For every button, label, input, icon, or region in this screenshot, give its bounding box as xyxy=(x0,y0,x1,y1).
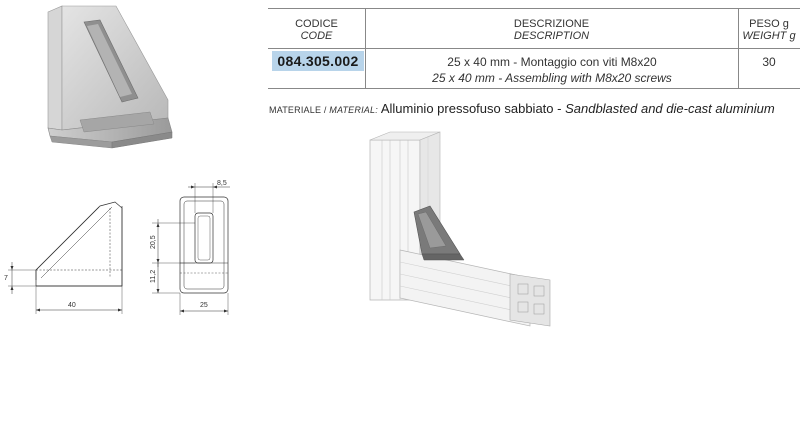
dim-front-width: 25 xyxy=(200,302,208,309)
dim-side-width: 40 xyxy=(68,302,76,309)
dim-front-slot-height: 20,5 xyxy=(150,235,157,249)
header-desc-it: DESCRIZIONE xyxy=(513,18,590,30)
material-line xyxy=(269,101,775,116)
weight-value: 30 xyxy=(762,55,776,69)
table-top-rule xyxy=(268,8,800,9)
dim-front-slot-width: 8,5 xyxy=(217,180,227,187)
description-en: 25 x 40 mm - Assembling with M8x20 screws xyxy=(432,71,672,85)
material-label: MATERIALE / MATERIAL: xyxy=(269,105,378,115)
header-desc-en: DESCRIPTION xyxy=(513,30,590,42)
header-code xyxy=(268,18,365,42)
dim-side-height: 7 xyxy=(4,275,8,282)
description-it: 25 x 40 mm - Montaggio con viti M8x20 xyxy=(447,55,657,69)
header-code-it: CODICE xyxy=(295,18,338,30)
side-view-dimensions xyxy=(0,200,140,320)
assembly-illustration xyxy=(360,130,560,330)
header-description xyxy=(365,18,738,42)
product-code: 084.305.002 xyxy=(272,51,364,71)
header-weight xyxy=(738,18,800,42)
material-value-en: Sandblasted and die-cast aluminium xyxy=(565,101,775,116)
front-view-drawing xyxy=(140,175,260,315)
header-weight-en: WEIGHT g xyxy=(742,30,796,42)
bracket-3d-render xyxy=(40,0,180,160)
material-value-it: Alluminio pressofuso sabbiato - xyxy=(380,101,566,116)
table-header-rule xyxy=(268,48,800,49)
header-weight-it: PESO g xyxy=(749,18,789,30)
header-code-en: CODE xyxy=(300,30,333,42)
table-bottom-rule xyxy=(268,88,800,89)
dim-front-bottom: 11,2 xyxy=(150,269,157,283)
